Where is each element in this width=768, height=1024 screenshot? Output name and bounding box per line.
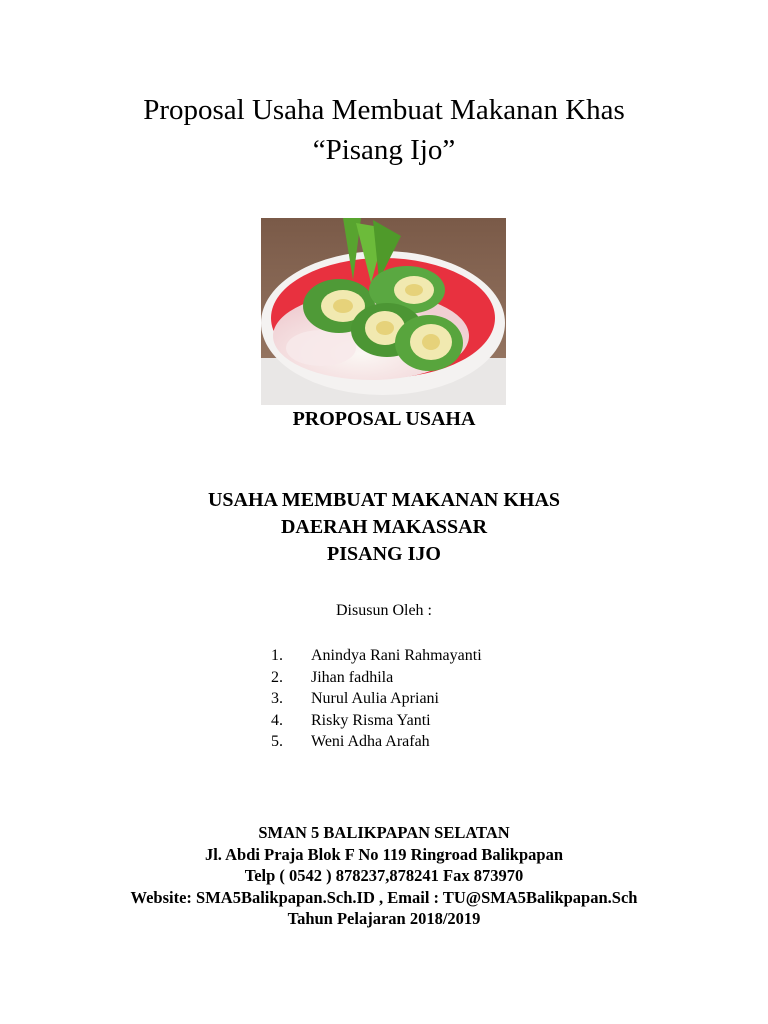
member-number: 2. (271, 668, 283, 686)
member-number: 4. (271, 711, 283, 729)
subtitle-line-1: USAHA MEMBUAT MAKANAN KHAS (207, 489, 561, 511)
document-title (0, 90, 768, 170)
school-name: SMAN 5 BALIKPAPAN SELATAN (258, 823, 510, 842)
member-number: 3. (271, 690, 283, 707)
member-name: Risky Risma Yanti (311, 711, 431, 729)
subtitle-line-3: PISANG IJO (327, 543, 441, 565)
member-name: Anindya Rani Rahmayanti (311, 647, 482, 664)
proposal-heading: PROPOSAL USAHA (292, 408, 476, 430)
member-name: Nurul Aulia Apriani (311, 690, 439, 707)
school-website-email: Website: SMA5Balikpapan.Sch.ID , Email : TU@SMA5Balikpapan.Sch (130, 887, 638, 907)
subtitle-line-2: DAERAH MAKASSAR (280, 516, 488, 538)
title-line-2: “Pisang Ijo” (312, 134, 456, 166)
list-item (271, 667, 482, 689)
prepared-by-label: Disusun Oleh : (336, 602, 432, 619)
member-list (271, 645, 482, 753)
pisang-ijo-photo (261, 218, 506, 405)
member-name: Weni Adha Arafah (311, 733, 430, 750)
member-number: 5. (271, 733, 283, 750)
member-number: 1. (271, 647, 283, 664)
school-footer (0, 822, 768, 930)
member-name: Jihan fadhila (311, 668, 394, 686)
list-item (271, 731, 482, 753)
school-phone: Telp ( 0542 ) 878237,878241 Fax 873970 (244, 866, 524, 885)
title-line-1: Proposal Usaha Membuat Makanan Khas (143, 94, 625, 126)
school-address: Jl. Abdi Praja Blok F No 119 Ringroad Balikpapan (204, 844, 564, 864)
proposal-subtitle (0, 487, 768, 568)
school-year: Tahun Pelajaran 2018/2019 (287, 909, 481, 928)
list-item (271, 688, 482, 710)
list-item (271, 710, 482, 732)
list-item (271, 645, 482, 667)
